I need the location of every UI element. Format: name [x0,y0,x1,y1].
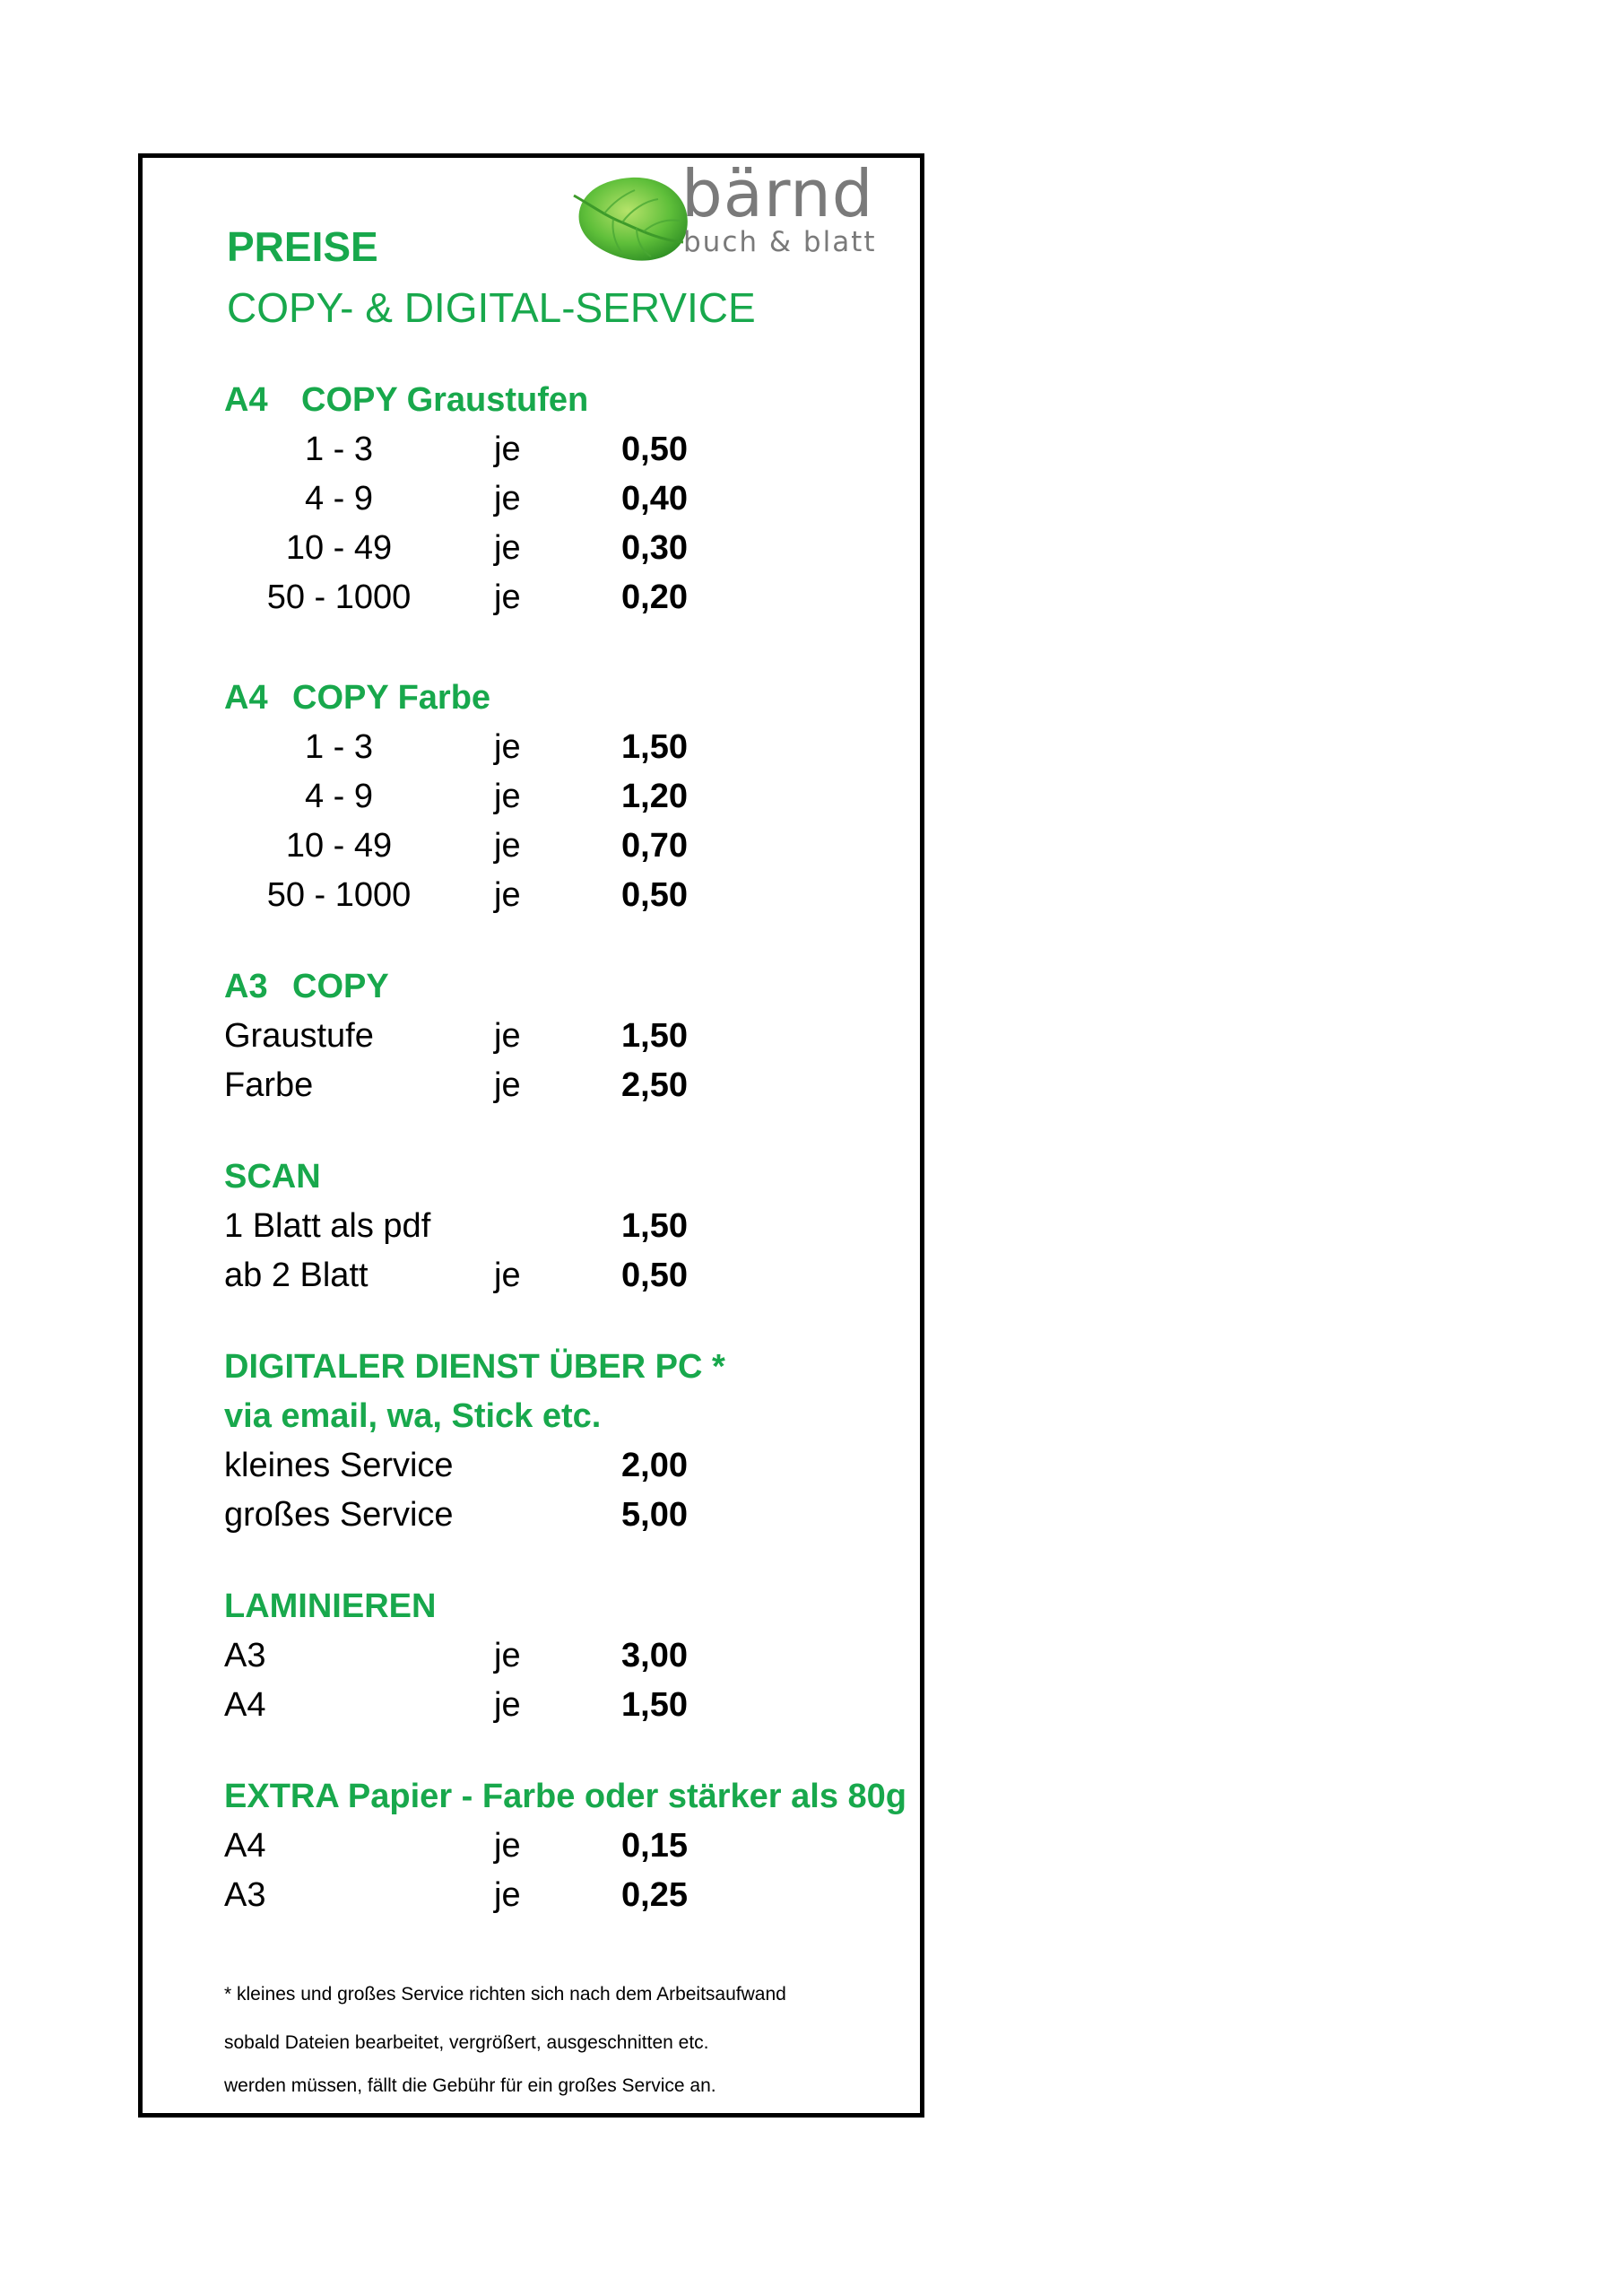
per-label: je [494,1876,521,1914]
section-a4-color-format: A4 [224,679,268,717]
price-value: 0,50 [621,430,688,468]
section-scan-heading: SCAN [224,1158,321,1196]
row-label: großes Service [224,1496,454,1534]
section-digital-subheading: via email, wa, Stick etc. [224,1397,602,1435]
row-label: A4 [224,1827,266,1865]
per-label: je [494,1637,521,1674]
qty-label: 10 - 49 [285,827,393,865]
price-value: 5,00 [621,1496,688,1534]
price-value: 0,20 [621,578,688,616]
per-label: je [494,827,521,865]
per-label: je [494,430,521,468]
per-label: je [494,529,521,567]
row-label: ab 2 Blatt [224,1257,369,1294]
brand-tagline: buch & blatt [683,226,877,258]
footnote-line: werden müssen, fällt die Gebühr für ein großes Service an. [224,2075,716,2096]
per-label: je [494,1017,521,1055]
section-a4-color-heading: COPY Farbe [292,679,491,717]
row-label: kleines Service [224,1447,454,1484]
price-value: 2,50 [621,1066,688,1104]
price-value: 2,00 [621,1447,688,1484]
price-value: 1,50 [621,1017,688,1055]
price-value: 0,15 [621,1827,688,1865]
qty-label: 1 - 3 [304,728,374,766]
price-value: 1,50 [621,728,688,766]
section-digital-heading: DIGITALER DIENST ÜBER PC * [224,1348,725,1386]
per-label: je [494,1827,521,1865]
section-a3-heading: COPY [292,968,389,1005]
price-value: 3,00 [621,1637,688,1674]
row-label: A3 [224,1637,266,1674]
footnote-line: sobald Dateien bearbeitet, vergrößert, ausgeschnitten etc. [224,2032,709,2053]
price-value: 0,30 [621,529,688,567]
qty-label: 4 - 9 [304,480,374,517]
price-value: 0,50 [621,876,688,914]
section-a4-grey-heading: COPY Graustufen [301,381,589,419]
price-value: 0,70 [621,827,688,865]
price-value: 1,50 [621,1207,688,1245]
per-label: je [494,1066,521,1104]
leaf-icon [568,169,694,267]
row-label: Farbe [224,1066,314,1104]
footnote-line: * kleines und großes Service richten sich nach dem Arbeitsaufwand [224,1984,786,2005]
row-label: A3 [224,1876,266,1914]
qty-label: 4 - 9 [304,778,374,815]
price-value: 0,25 [621,1876,688,1914]
qty-label: 50 - 1000 [266,578,412,616]
brand-logo [556,152,915,269]
price-value: 0,50 [621,1257,688,1294]
row-label: Graustufe [224,1017,374,1055]
per-label: je [494,728,521,766]
section-extra-heading: EXTRA Papier - Farbe oder stärker als 80g [224,1778,907,1815]
qty-label: 50 - 1000 [266,876,412,914]
row-label: 1 Blatt als pdf [224,1207,431,1245]
section-laminate-heading: LAMINIEREN [224,1587,437,1625]
per-label: je [494,876,521,914]
price-value: 1,50 [621,1686,688,1724]
price-value: 0,40 [621,480,688,517]
per-label: je [494,1257,521,1294]
section-a3-format: A3 [224,968,268,1005]
qty-label: 10 - 49 [285,529,393,567]
per-label: je [494,578,521,616]
page-subtitle: COPY- & DIGITAL-SERVICE [227,284,756,331]
brand-name: bärnd [681,156,874,231]
per-label: je [494,1686,521,1724]
qty-label: 1 - 3 [304,430,374,468]
section-a4-grey-format: A4 [224,381,268,419]
page-title: PREISE [227,223,378,270]
row-label: A4 [224,1686,266,1724]
per-label: je [494,778,521,815]
price-value: 1,20 [621,778,688,815]
per-label: je [494,480,521,517]
